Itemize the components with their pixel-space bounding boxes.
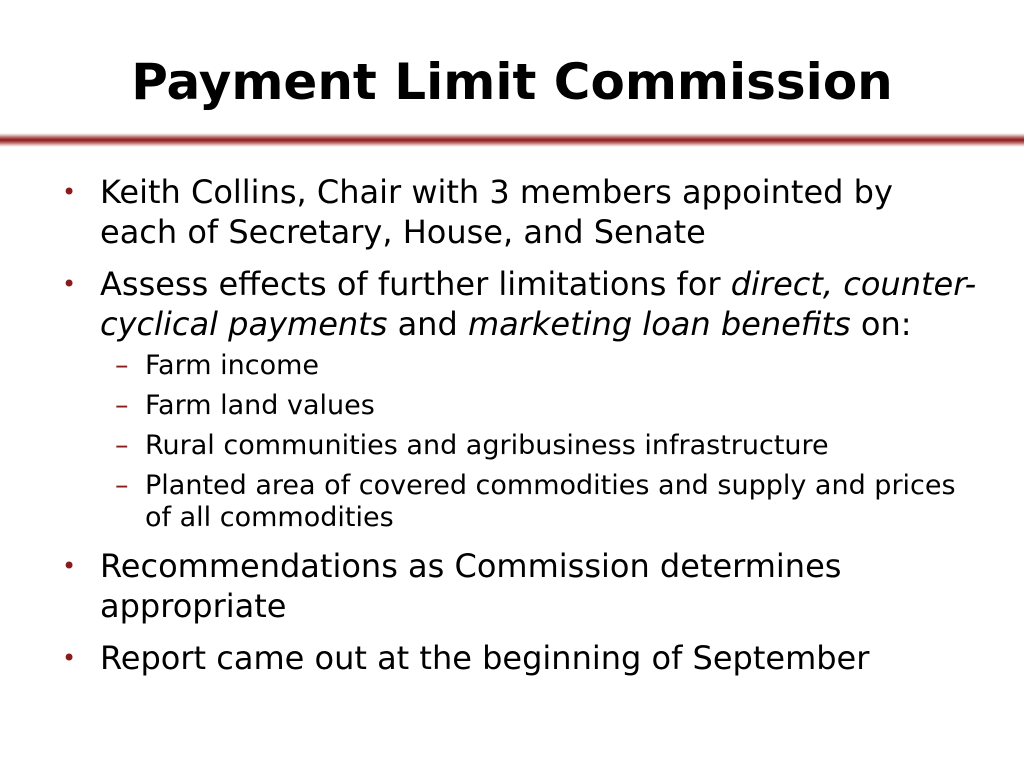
sub-bullet-item — [100, 390, 980, 422]
slide-title: Payment Limit Commission — [131, 53, 893, 111]
bullet-text-emphasis: direct, counter-cyclical payments — [100, 265, 977, 343]
title-divider — [0, 133, 1024, 147]
bullet-item-chair — [60, 172, 980, 252]
bullet-icon: • — [62, 552, 77, 580]
bullet-list — [60, 172, 980, 678]
dash-icon: – — [115, 350, 129, 381]
sub-bullet-list — [100, 350, 980, 534]
bullet-text: Keith Collins, Chair with 3 members appointed by each of Secretary, House, and Senate — [100, 173, 893, 251]
bullet-text-emphasis: marketing loan benefits — [467, 305, 851, 343]
sub-bullet-text: Rural communities and agribusiness infrastructure — [145, 430, 829, 461]
bullet-item-assess-effects — [60, 264, 980, 534]
sub-bullet-item — [100, 430, 980, 462]
sub-bullet-text: Farm land values — [145, 390, 375, 421]
bullet-text-part: on: — [850, 305, 912, 343]
bullet-text-part: and — [387, 305, 468, 343]
dash-icon: – — [115, 470, 129, 501]
sub-bullet-item — [100, 350, 980, 382]
sub-bullet-item — [100, 470, 980, 534]
sub-bullet-text: Farm income — [145, 350, 319, 381]
dash-icon: – — [115, 430, 129, 461]
bullet-item-report — [60, 638, 980, 678]
sub-bullet-text: Planted area of covered commodities and supply and prices of all commodities — [145, 470, 956, 533]
bullet-icon: • — [62, 270, 77, 298]
slide-body — [60, 172, 980, 690]
bullet-text-part: Assess effects of further limitations for — [100, 265, 731, 303]
bullet-icon: • — [62, 178, 77, 206]
bullet-text: Recommendations as Commission determines appropriate — [100, 547, 842, 625]
bullet-icon: • — [62, 644, 77, 672]
dash-icon: – — [115, 390, 129, 421]
bullet-text — [100, 265, 976, 343]
bullet-text: Report came out at the beginning of September — [100, 639, 870, 677]
bullet-item-recommendations — [60, 546, 980, 626]
